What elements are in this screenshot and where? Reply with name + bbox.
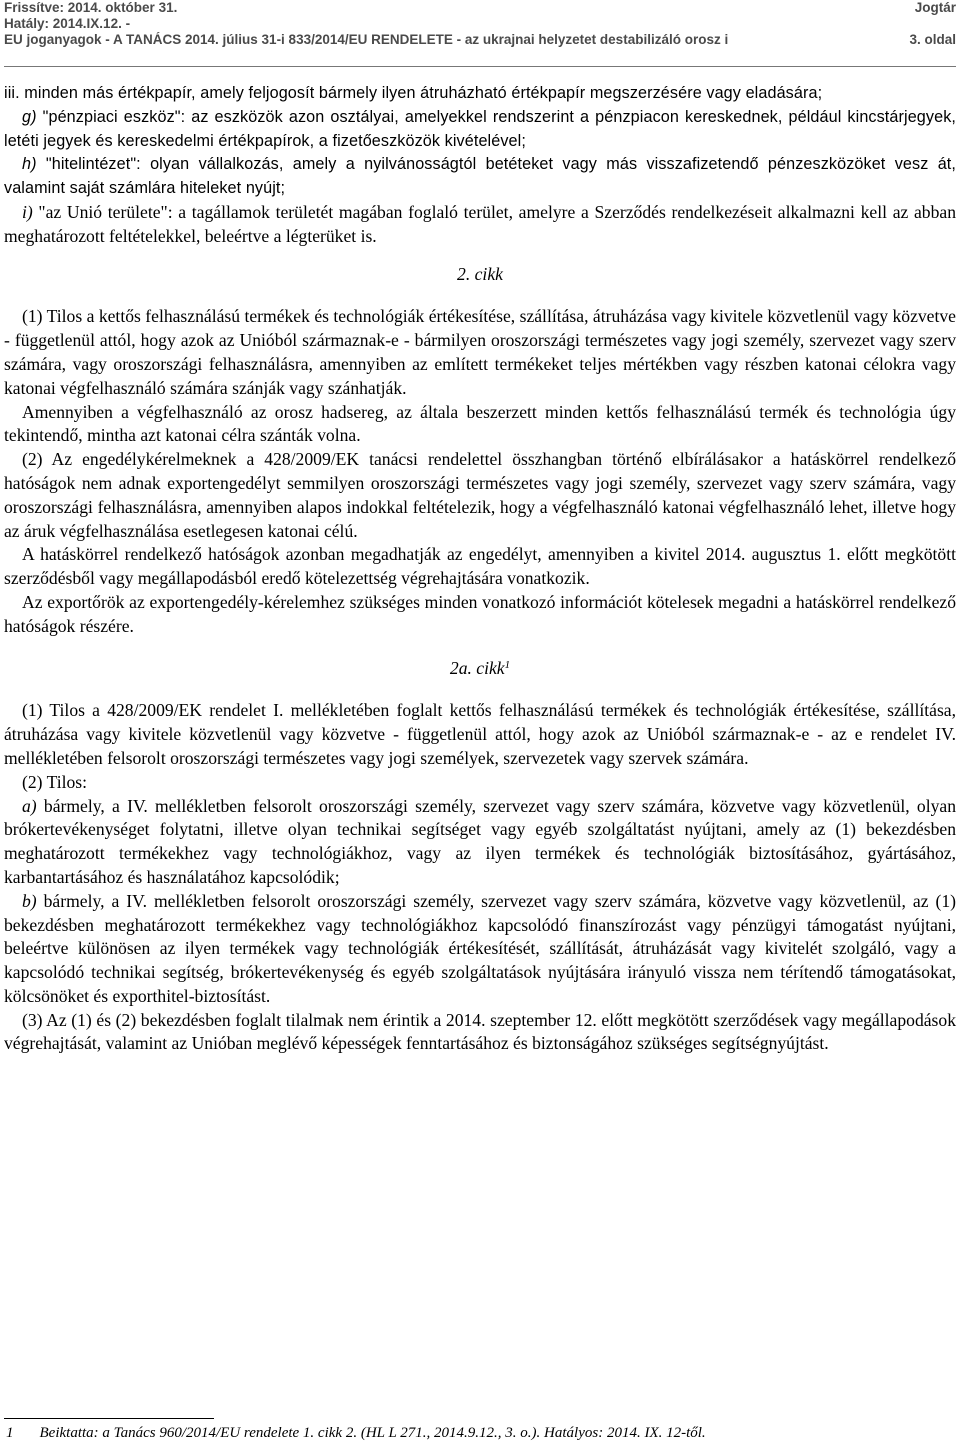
label-h: h)	[22, 155, 37, 174]
point-a-text: bármely, a IV. mellékletben felsorolt oroszországi személy, szervezet vagy szerv számára, közvetve vagy közvetlenül, olyan brókertevékenységet folytatni, illetve olyan technikai segítséget vagy egyéb szolgáltatást nyújtani, amely az (1) bekezdésben meghatározott termékekhez vagy technológiákhoz, vagy az ilyen termékek és technológiák biztosításához, gyártásához, karbantartásához és használatához kapcsolódik;	[4, 795, 956, 887]
point-b-text: bármely, a IV. mellékletben felsorolt oroszországi személy, szervezet vagy szerv számára, közvetve vagy közvetlenül, az (1) bekezdésben meghatározott termékekhez vagy technológiákhoz kapcsolódó finanszírozást vagy pénzügyi támogatást nyújtani, beleértve különösen az ilyen termékek vagy technológiák értékesítését, szállítását, átruházását vagy kivitelét szolgáló, vagy a kapcsolódó technikai segítség, brókertevékenység és egyéb szolgáltatások nyújtására irányuló vissza nem térítendő támogatásokat, kölcsönöket és exporthitel-biztosítást.	[4, 890, 956, 1006]
article-2-para-2: (2) Az engedélykérelmeknek a 428/2009/EK tanácsi rendelettel összhangban történő elbírálásakor a hatáskörrel rendelkező hatóságok nem adnak exportengedélyt semmilyen oroszországi természetes vagy jogi személy, szervezet vagy szerv számára, vagy oroszországi felhasználásra, amennyiben alapos indokkal feltételezik, hogy a végfelhasználó katonai végfelhasználó lehet, illetve hogy az áruk végfelhasználása esetlegesen katonai célú.	[4, 449, 956, 541]
definition-i	[4, 201, 956, 249]
footnote-ref[interactable]: 1	[504, 658, 511, 671]
updated-date: Frissítve: 2014. október 31.	[4, 0, 178, 15]
article-2a-heading	[4, 657, 956, 681]
footnote-number: 1	[6, 1425, 14, 1441]
document-body	[4, 82, 956, 1056]
article-2a-para-1: (1) Tilos a 428/2009/EK rendelet I. mellékletében foglalt kettős felhasználású termékek és technológiák értékesítése, szállítása, átruházása vagy kivitele közvetlenül vagy közvetve - függetlenül attól, hogy azok az Unióból származnak-e - az e rendelet IV. mellékletében felsorolt oroszországi természetes vagy jogi személyek, szervezetek vagy szervek számára.	[4, 700, 956, 768]
article-2-para-2b: A hatáskörrel rendelkező hatóságok azonban megadhatják az engedélyt, amennyiben a kivitel 2014. augusztus 1. előtt megkötött szerződésből vagy megállapodásból eredő kötelezettség végrehajtására vonatkozik.	[4, 544, 956, 589]
article-2-para-1: (1) Tilos a kettős felhasználású termékek és technológiák értékesítése, szállítása, átruházása vagy kivitele közvetlenül vagy közvetve - függetlenül attól, hogy azok az Unióból származnak-e - bármilyen oroszországi természetes vagy jogi személy, szervezet vagy szerv számára, vagy oroszországi felhasználásra, amennyiben az említett termékeket teljes mértékben vagy részben katonai célokra vagy katonai végfelhasználó számára szánják vagy szánhatják.	[4, 306, 956, 398]
page-number: 3. oldal	[909, 32, 956, 47]
article-2-heading: 2. cikk	[457, 263, 503, 284]
point-a	[4, 795, 956, 890]
effective-date: Hatály: 2014.IX.12. -	[4, 16, 131, 31]
document-title: EU joganyagok - A TANÁCS 2014. július 31-i 833/2014/EU RENDELETE - az ukrajnai helyzetet destabilizáló orosz i	[4, 32, 729, 47]
definition-i-text: "az Unió területe": a tagállamok területét magában foglaló terület, amelyre a Szerződés rendelkezéseit alkalmazni kell az abban meghatározott feltételekkel, beleértve a légterüket is.	[4, 201, 956, 246]
definition-h	[4, 153, 956, 201]
page-header	[4, 0, 956, 48]
article-2a-title: 2a. cikk	[449, 657, 505, 678]
label-i: i)	[22, 201, 33, 222]
definition-h-text: "hitelintézet": olyan vállalkozás, amely a nyilvánosságtól betéteket vagy más visszafizetendő pénzeszközöket vesz át, valamint saját számlára hiteleket nyújt;	[4, 155, 956, 198]
footnote-divider	[4, 1418, 214, 1419]
brand-label: Jogtár	[914, 0, 956, 15]
article-2-para-2c: Az exportőrök az exportengedély-kérelemhez szükséges minden vonatkozó információt kötelesek megadni a hatáskörrel rendelkező hatóságok részére.	[4, 591, 956, 636]
definition-g-text: "pénzpiaci eszköz": az eszközök azon osztályai, amelyekkel rendszerint a pénzpiacon kereskednek, például kincstárjegyek, letéti jegyek és kereskedelmi értékpapírok, a fizetőeszközök kivételével;	[4, 107, 956, 150]
article-2a-para-2: (2) Tilos:	[22, 771, 88, 792]
footnote	[4, 1424, 956, 1442]
footnote-text: Beiktatta: a Tanács 960/2014/EU rendelete 1. cikk 2. (HL L 271., 2014.9.12., 3. o.). Hatályos: 2014. IX. 12-től.	[39, 1425, 706, 1441]
label-b: b)	[22, 890, 37, 911]
header-divider	[4, 66, 956, 67]
article-2-para-1b: Amennyiben a végfelhasználó az orosz hadsereg, az általa beszerzett minden kettős felhasználású termék és technológia úgy tekintendő, mintha azt katonai célra szánták volna.	[4, 401, 956, 446]
label-a: a)	[22, 795, 37, 816]
point-b	[4, 890, 956, 1009]
definition-g	[4, 106, 956, 154]
article-2a-para-3: (3) Az (1) és (2) bekezdésben foglalt tilalmak nem érintik a 2014. szeptember 12. előtt megkötött szerződések vagy megállapodások végrehajtását, valamint az Unióban meglévő képességek fenntartásához és biztonságához szükséges segítségnyújtást.	[4, 1009, 956, 1054]
item-iii: iii. minden más értékpapír, amely feljogosít bármely ilyen átruházható értékpapír megszerzésére vagy eladására;	[4, 84, 823, 102]
label-g: g)	[22, 107, 37, 126]
